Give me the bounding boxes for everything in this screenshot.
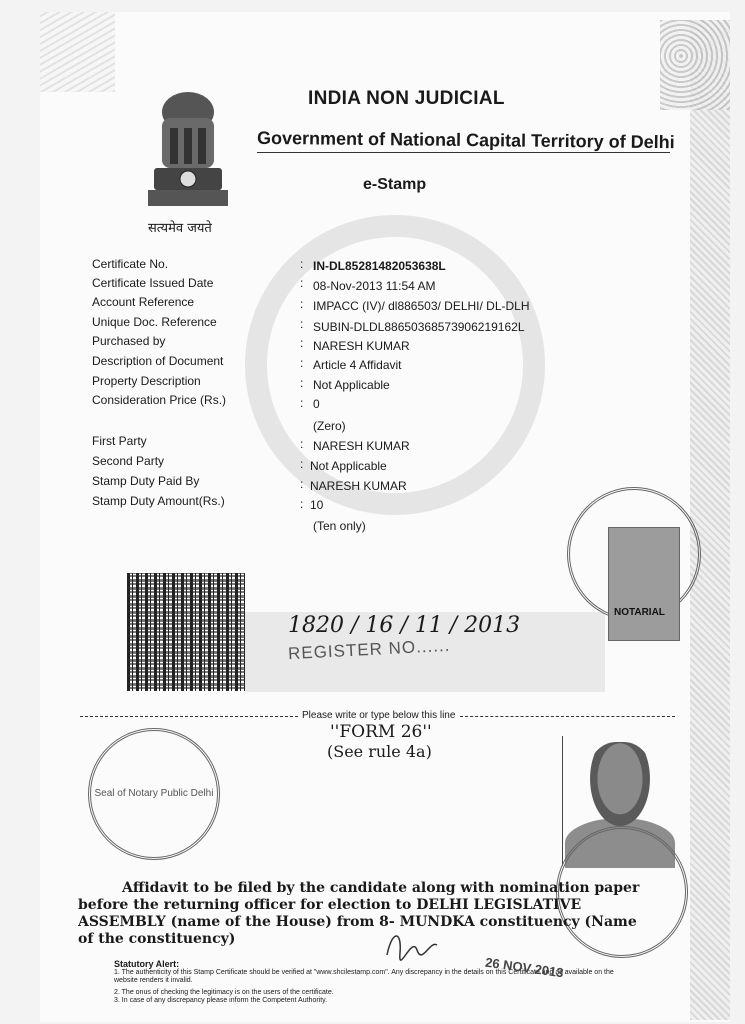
field-value: 0 bbox=[313, 397, 320, 411]
decorative-border-right bbox=[690, 20, 730, 1020]
notarial-label: NOTARIAL bbox=[614, 607, 665, 618]
field-colon: : bbox=[300, 336, 304, 350]
field-colon: : bbox=[300, 396, 304, 410]
field-colon: : bbox=[300, 317, 304, 331]
field-label: Stamp Duty Amount(Rs.) bbox=[92, 494, 225, 508]
field-value: 10 bbox=[310, 498, 324, 512]
field-colon: : bbox=[300, 497, 304, 511]
field-label: Unique Doc. Reference bbox=[92, 315, 217, 329]
field-value: NARESH KUMAR bbox=[310, 479, 407, 493]
photo-frame-line bbox=[562, 736, 563, 866]
statutory-note: 1. The authenticity of this Stamp Certificate should be verified at "www.shcilestamp.com". Any discrepancy in the details on this Certificate and as available on the website renders it invalid. bbox=[114, 969, 614, 984]
document-title: INDIA NON JUDICIAL bbox=[308, 88, 505, 109]
field-colon: : bbox=[300, 437, 304, 451]
field-colon: : bbox=[300, 356, 304, 370]
divider-text: Please write or type below this line bbox=[302, 710, 456, 721]
stamp-type: e-Stamp bbox=[363, 176, 427, 193]
field-colon: : bbox=[300, 477, 304, 491]
field-label: First Party bbox=[92, 434, 147, 448]
field-label: Description of Document bbox=[92, 354, 224, 368]
government-name: Government of National Capital Territory of Delhi bbox=[256, 127, 675, 153]
field-value: SUBIN-DLDL88650368573906219162L bbox=[313, 320, 525, 334]
field-label: Consideration Price (Rs.) bbox=[92, 393, 227, 407]
qr-code bbox=[127, 573, 245, 691]
statutory-title: Statutory Alert: bbox=[114, 959, 180, 969]
field-colon: : bbox=[300, 257, 304, 271]
field-value: NARESH KUMAR bbox=[313, 439, 410, 453]
field-label: Property Description bbox=[92, 374, 201, 388]
candidate-photo bbox=[585, 742, 655, 834]
statutory-note: 2. The onus of checking the legitimacy is on the users of the certificate. bbox=[114, 989, 334, 996]
emblem-motto: सत्यमेव जयते bbox=[148, 221, 212, 236]
decorative-border-top-left bbox=[40, 12, 115, 92]
ashoka-emblem-icon bbox=[140, 82, 236, 232]
field-value: Not Applicable bbox=[313, 378, 390, 392]
notary-seal-text: Seal of Notary Public Delhi bbox=[94, 788, 214, 799]
form-title: ''FORM 26'' bbox=[330, 722, 432, 742]
divider-line-right bbox=[460, 716, 675, 717]
field-value: NARESH KUMAR bbox=[313, 339, 410, 353]
field-value: 08-Nov-2013 11:54 AM bbox=[313, 279, 436, 293]
divider-line-left bbox=[80, 716, 298, 717]
field-label: Certificate No. bbox=[92, 257, 169, 271]
field-label: Second Party bbox=[92, 454, 165, 468]
form-rule: (See rule 4a) bbox=[327, 742, 432, 761]
date-stamp: 26 NOV 2013 bbox=[484, 954, 565, 981]
notary-seal-left bbox=[88, 728, 220, 860]
statutory-note: 3. In case of any discrepancy please inform the Competent Authority. bbox=[114, 997, 328, 1004]
field-value: (Ten only) bbox=[313, 519, 366, 533]
field-value: IMPACC (IV)/ dl886503/ DELHI/ DL-DLH bbox=[313, 299, 530, 313]
field-colon: : bbox=[300, 276, 304, 290]
field-colon: : bbox=[300, 376, 304, 390]
signature-icon bbox=[382, 925, 442, 965]
title-underline bbox=[257, 152, 670, 153]
register-label: REGISTER NO...... bbox=[287, 635, 451, 664]
affidavit-text: Affidavit to be filed by the candidate along with nomination paper before the returning officer for election to DELHI LEGISLATIVE ASSEMBLY (name of the House) from 8- MUNDKA constituency (Name of the constituency) bbox=[78, 880, 640, 947]
decorative-border-corner bbox=[660, 20, 730, 110]
notarial-stamp bbox=[608, 527, 680, 641]
field-value: Article 4 Affidavit bbox=[313, 358, 402, 372]
field-value: IN-DL85281482053638L bbox=[313, 259, 446, 273]
field-label: Certificate Issued Date bbox=[92, 276, 214, 290]
field-value: (Zero) bbox=[313, 419, 346, 433]
field-colon: : bbox=[300, 457, 304, 471]
field-colon: : bbox=[300, 297, 304, 311]
handwritten-register-number: 1820 / 16 / 11 / 2013 bbox=[288, 613, 521, 638]
field-label: Account Reference bbox=[92, 295, 195, 309]
field-label: Stamp Duty Paid By bbox=[92, 474, 200, 488]
field-label: Purchased by bbox=[92, 334, 166, 348]
field-value: Not Applicable bbox=[310, 459, 387, 473]
